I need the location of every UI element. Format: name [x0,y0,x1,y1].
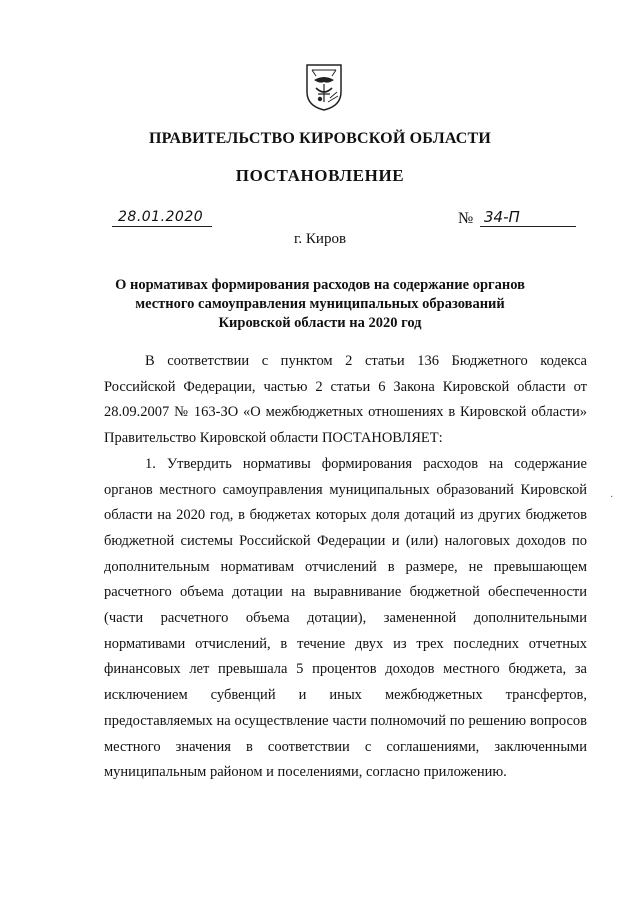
document-number: 34-П [484,208,520,226]
number-underline [480,226,576,227]
title-line: О нормативах формирования расходов на содержание органов [115,277,525,293]
margin-mark: · [610,492,614,503]
item-1-paragraph: 1. Утвердить нормативы формирования расходов на содержание органов местного самоуправления муниципальных образований Кировской области на 2020 год, в бюджетах которых доля дотаций из других бюджетов бюджетной системы Российской Федерации и (или) налоговых доходов по дополнительным нормативам отчислений в размере, не превышающем расчетного объема дотации на выравнивание бюджетной обеспеченности (части расчетного объема дотации), замененной дополнительными нормативами отчислений, в течение двух из трех последних отчетных финансовых лет превышала 5 процентов доходов местного бюджета, за исключением субвенций и иных межбюджетных трансфертов, предоставляемых на осуществление части полномочий по решению вопросов местного значения в соответствии с соглашениями, заключенными муниципальным районом и поселениями, согласно приложению. [104,455,587,781]
document-title [0,276,640,333]
title-line: Кировской области на 2020 год [218,315,422,331]
coat-of-arms-icon [304,62,344,112]
number-sign: № [458,210,474,227]
document-body [104,349,587,786]
preamble-paragraph: В соответствии с пунктом 2 статьи 136 Бюджетного кодекса Российской Федерации, частью 2 статьи 6 Закона Кировской области от 28.09.2007 № 163-ЗО «О межбюджетных отношениях в Кировской области» Правительство Кировской области ПОСТАНОВЛЯЕТ: [104,353,587,447]
city: г. Киров [293,231,347,247]
title-line: местного самоуправления муниципальных образований [135,296,505,312]
document-type: ПОСТАНОВЛЕНИЕ [235,166,405,185]
organization-title: ПРАВИТЕЛЬСТВО КИРОВСКОЙ ОБЛАСТИ [148,130,492,147]
document-date: 28.01.2020 [118,209,204,225]
date-underline [112,226,212,227]
